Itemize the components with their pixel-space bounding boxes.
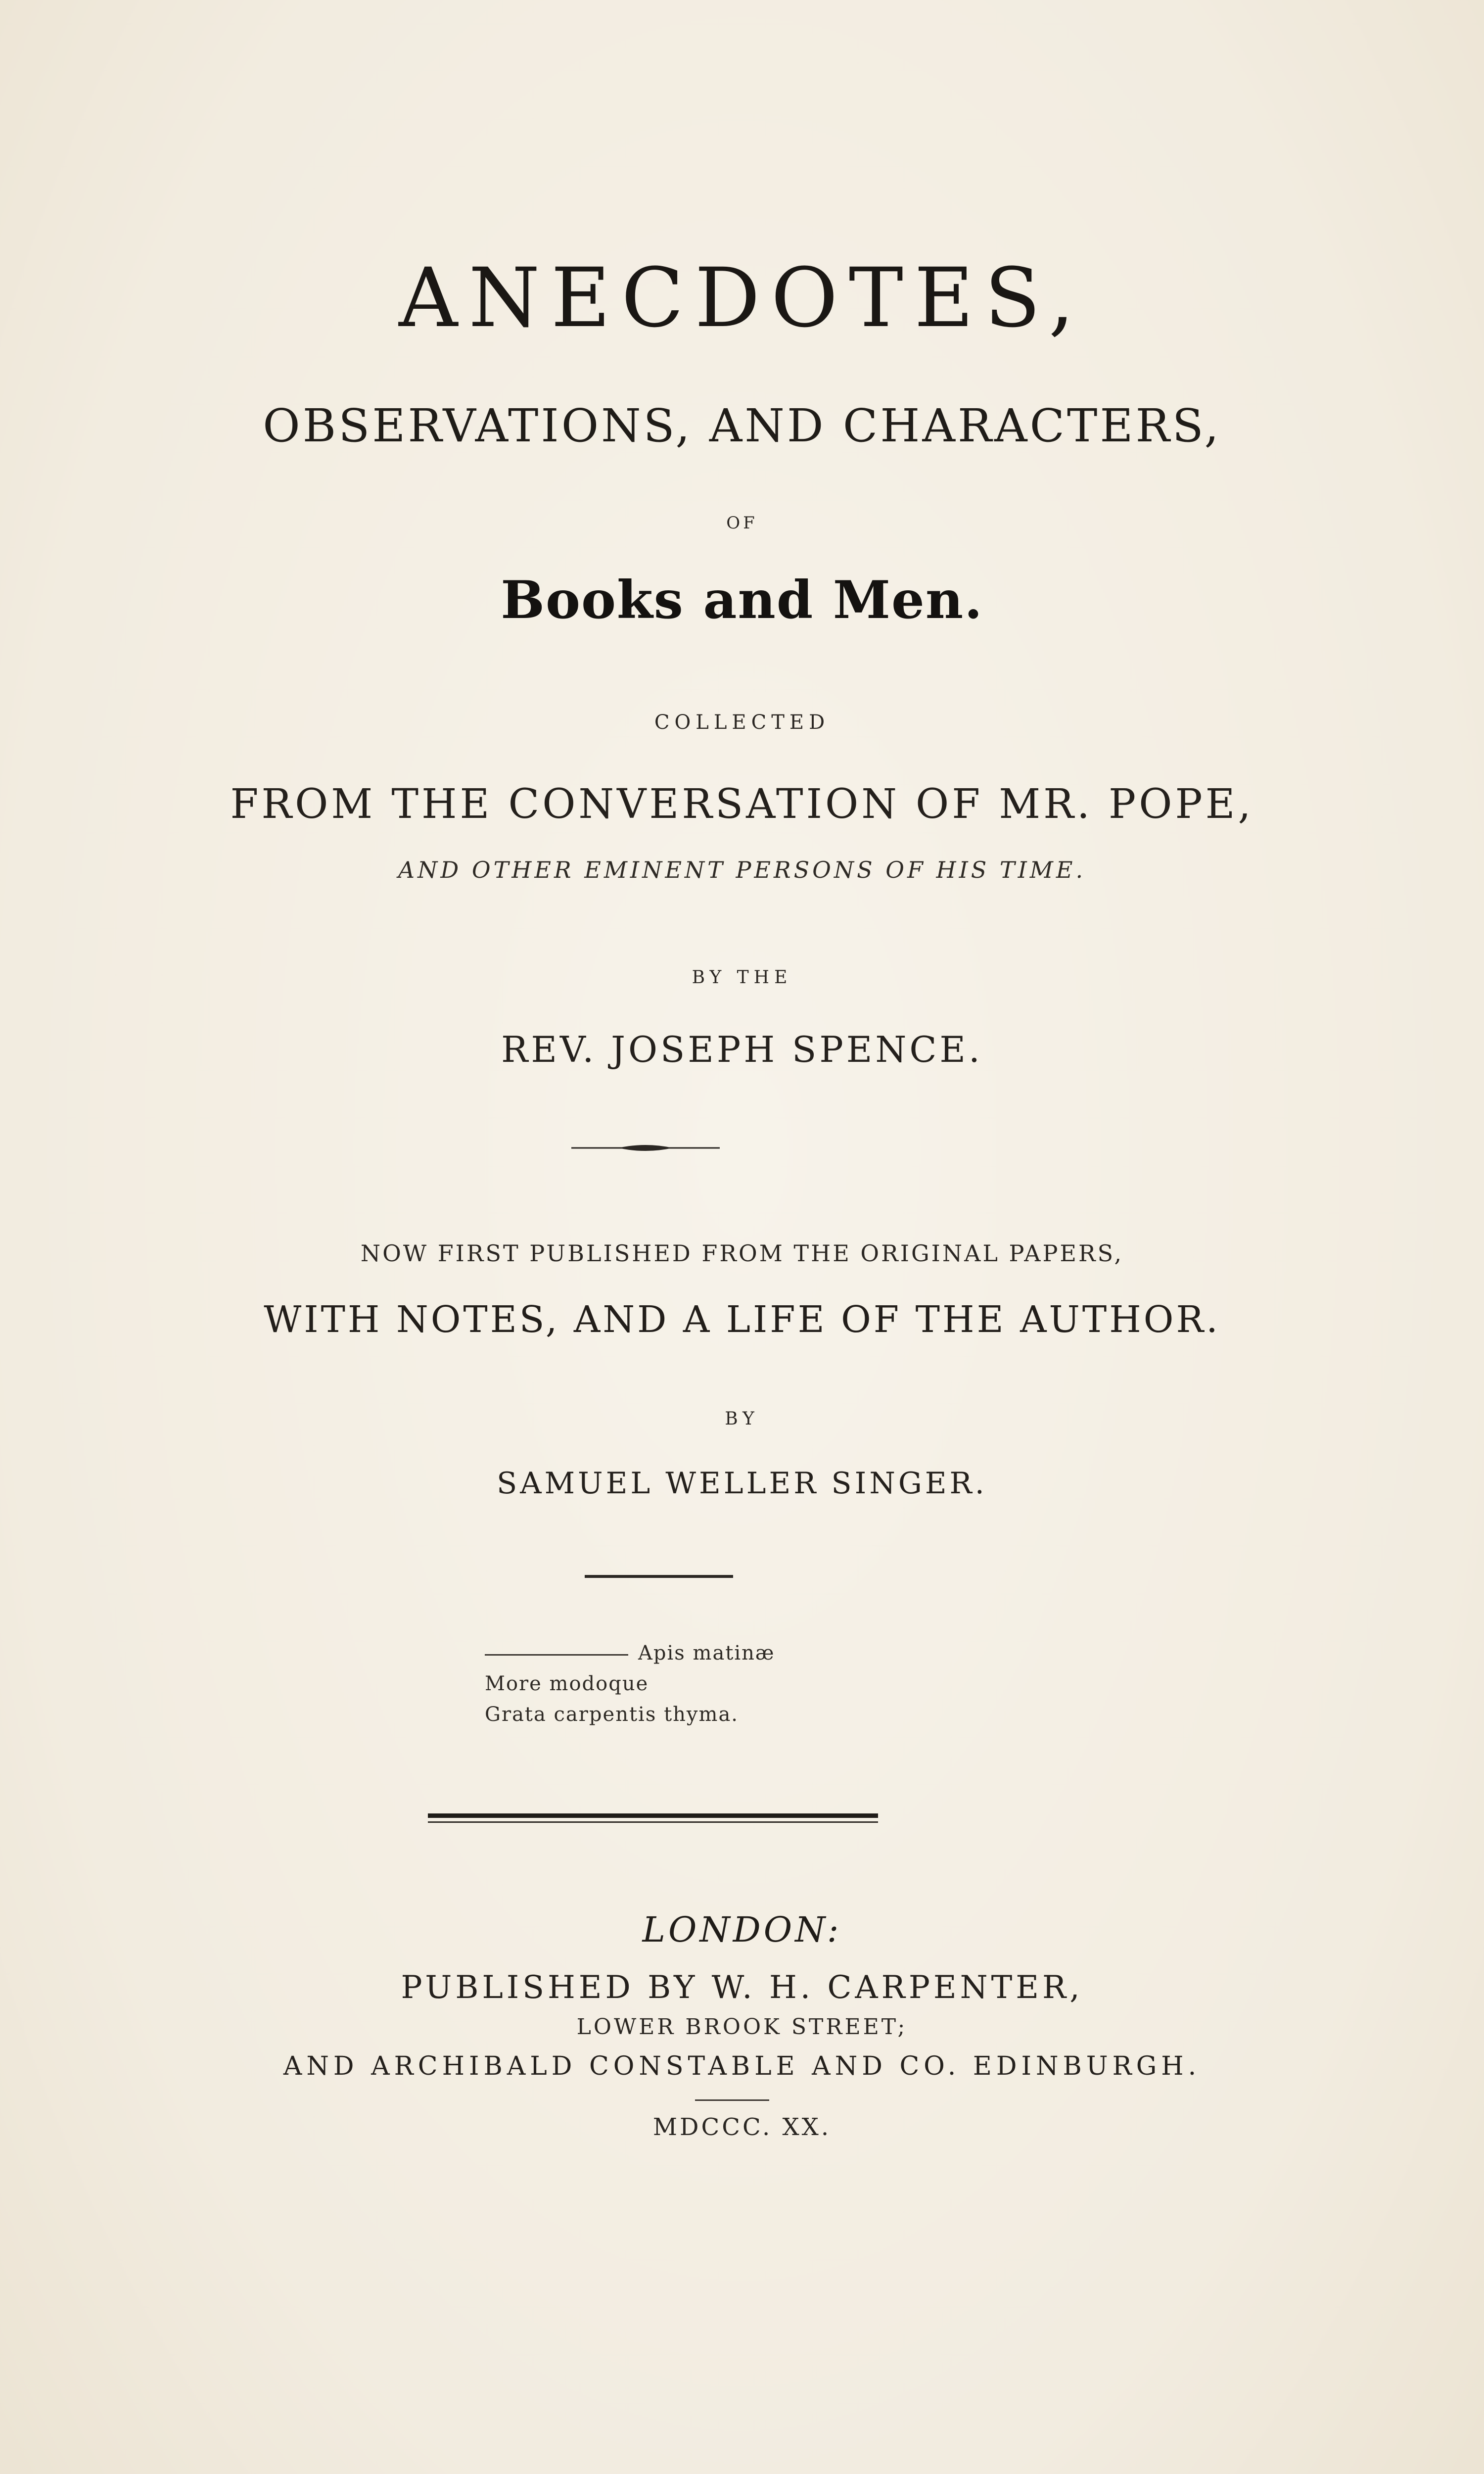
short-rule: [585, 1575, 733, 1578]
imprint-city: LONDON:: [642, 1909, 842, 1950]
motto-line-3: Grata carpentis thyma.: [485, 1703, 739, 1726]
notes-line: WITH NOTES, AND A LIFE OF THE AUTHOR.: [264, 1298, 1220, 1341]
motto-epigraph: [485, 1638, 775, 1730]
eminent-persons-line: AND OTHER EMINENT PERSONS OF HIS TIME.: [398, 856, 1086, 883]
tiny-rule: [695, 2099, 769, 2101]
imprint-co-publisher: AND ARCHIBALD CONSTABLE AND CO. EDINBURGH.: [283, 2051, 1201, 2081]
imprint-address: LOWER BROOK STREET;: [576, 2014, 908, 2040]
double-rule: [428, 1813, 878, 1824]
books-and-men-heading: Books and Men.: [501, 569, 983, 630]
author-name: REV. JOSEPH SPENCE.: [501, 1029, 983, 1070]
book-title: ANECDOTES,: [399, 250, 1085, 345]
editor-name: SAMUEL WELLER SINGER.: [497, 1466, 987, 1501]
by-the-line: BY THE: [692, 967, 792, 988]
book-subtitle: OBSERVATIONS, AND CHARACTERS,: [263, 399, 1221, 452]
of-line: OF: [726, 513, 758, 533]
first-published-line: NOW FIRST PUBLISHED FROM THE ORIGINAL PAPERS,: [360, 1240, 1124, 1267]
motto-line-1: Apis matinæ: [638, 1642, 775, 1665]
collected-line: COLLECTED: [654, 711, 830, 734]
ornament-divider-icon: [571, 1143, 720, 1153]
source-line: FROM THE CONVERSATION OF MR. POPE,: [230, 781, 1254, 828]
by-line: BY: [725, 1409, 759, 1429]
imprint-publisher: PUBLISHED BY W. H. CARPENTER,: [401, 1969, 1083, 2006]
motto-dash: [485, 1654, 628, 1656]
imprint-date: MDCCC. XX.: [652, 2113, 832, 2141]
motto-line-2: More modoque: [485, 1672, 649, 1695]
